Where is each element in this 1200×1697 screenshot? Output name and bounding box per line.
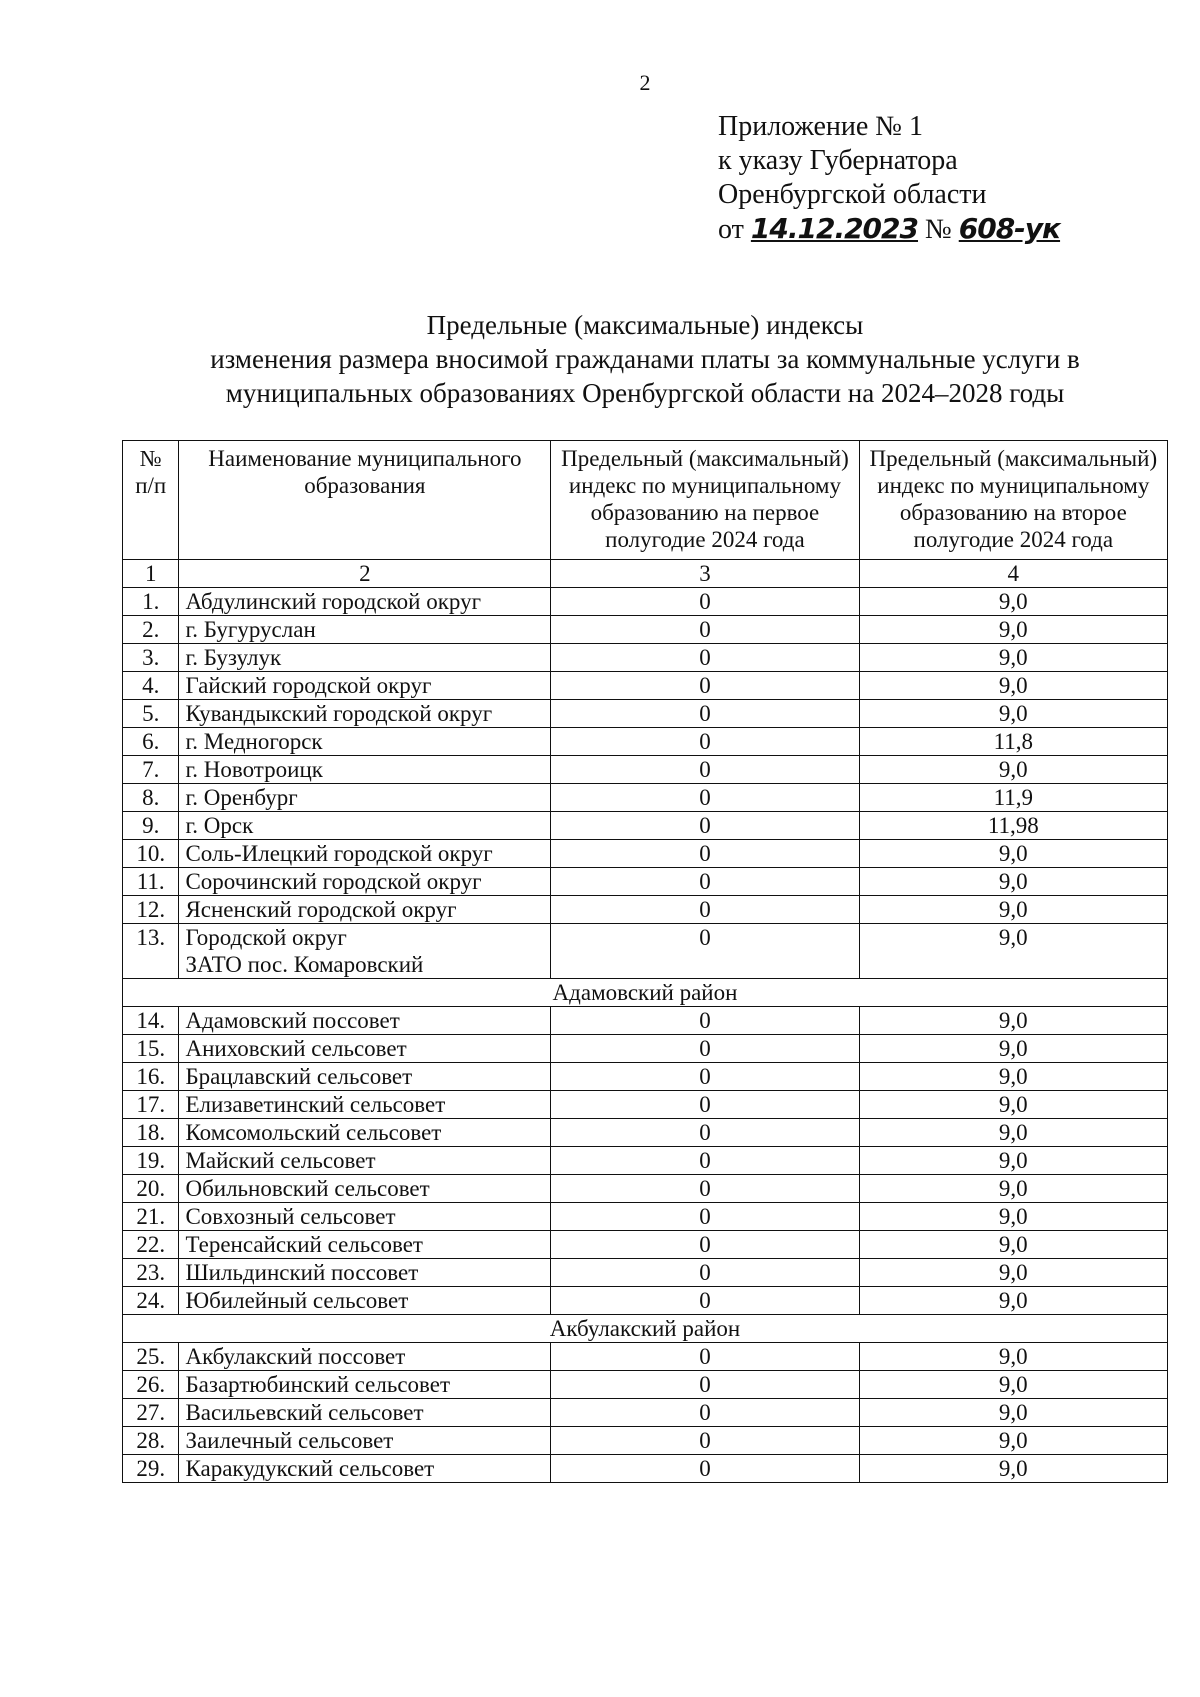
municipality-name: Теренсайский сельсовет	[179, 1231, 551, 1259]
municipality-name: Сорочинский городской округ	[179, 868, 551, 896]
column-number: 1	[123, 560, 179, 588]
row-number: 13.	[123, 924, 179, 979]
index-second-half: 11,8	[859, 728, 1167, 756]
header-index-second-half: Предельный (максимальный) индекс по муниципальному образованию на второе полугодие 2024 года	[859, 441, 1167, 560]
index-first-half: 0	[551, 588, 859, 616]
municipality-name: Гайский городской округ	[179, 672, 551, 700]
index-second-half: 9,0	[859, 756, 1167, 784]
appendix-line-3: Оренбургской области	[718, 179, 987, 210]
page-number: 2	[639, 70, 651, 95]
index-second-half: 11,9	[859, 784, 1167, 812]
index-second-half: 11,98	[859, 812, 1167, 840]
row-number: 9.	[123, 812, 179, 840]
appendix-line-2: к указу Губернатора	[718, 145, 958, 176]
index-first-half: 0	[551, 1147, 859, 1175]
table-row	[123, 728, 1168, 756]
row-number: 16.	[123, 1063, 179, 1091]
municipality-name: Юбилейный сельсовет	[179, 1287, 551, 1315]
row-number: 21.	[123, 1203, 179, 1231]
index-second-half: 9,0	[859, 644, 1167, 672]
row-number: 25.	[123, 1343, 179, 1371]
table-row	[123, 1175, 1168, 1203]
index-second-half: 9,0	[859, 1007, 1167, 1035]
index-second-half: 9,0	[859, 1147, 1167, 1175]
index-first-half: 0	[551, 1287, 859, 1315]
index-second-half: 9,0	[859, 1063, 1167, 1091]
section-title: Акбулакский район	[123, 1315, 1168, 1343]
row-number: 1.	[123, 588, 179, 616]
handwritten-date: 14.12.2023	[750, 212, 919, 245]
row-number: 19.	[123, 1147, 179, 1175]
table-row	[123, 1203, 1168, 1231]
row-number: 4.	[123, 672, 179, 700]
appendix-date-line	[718, 212, 1060, 247]
index-first-half: 0	[551, 1035, 859, 1063]
municipality-name: Соль-Илецкий городской округ	[179, 840, 551, 868]
index-first-half: 0	[551, 1427, 859, 1455]
section-title: Адамовский район	[123, 979, 1168, 1007]
index-first-half: 0	[551, 868, 859, 896]
index-second-half: 9,0	[859, 1455, 1167, 1483]
index-first-half: 0	[551, 616, 859, 644]
table-row	[123, 1259, 1168, 1287]
municipality-name: Адамовский поссовет	[179, 1007, 551, 1035]
municipality-name: Васильевский сельсовет	[179, 1399, 551, 1427]
index-first-half: 0	[551, 700, 859, 728]
number-prefix: №	[925, 214, 952, 245]
table-row	[123, 1343, 1168, 1371]
index-second-half: 9,0	[859, 1035, 1167, 1063]
municipality-name: Шильдинский поссовет	[179, 1259, 551, 1287]
municipality-name: г. Оренбург	[179, 784, 551, 812]
index-second-half: 9,0	[859, 1203, 1167, 1231]
table-row	[123, 1427, 1168, 1455]
municipality-name: Комсомольский сельсовет	[179, 1119, 551, 1147]
table-row	[123, 1063, 1168, 1091]
table-row	[123, 840, 1168, 868]
index-second-half: 9,0	[859, 1371, 1167, 1399]
table-header-row	[123, 441, 1168, 560]
index-first-half: 0	[551, 672, 859, 700]
index-first-half: 0	[551, 1259, 859, 1287]
index-second-half: 9,0	[859, 1427, 1167, 1455]
municipality-name	[179, 924, 551, 979]
row-number: 15.	[123, 1035, 179, 1063]
indices-table	[122, 440, 1168, 1483]
index-second-half: 9,0	[859, 1119, 1167, 1147]
row-number: 3.	[123, 644, 179, 672]
appendix-line-1: Приложение № 1	[718, 111, 923, 142]
municipality-name: Аниховский сельсовет	[179, 1035, 551, 1063]
municipality-name: Совхозный сельсовет	[179, 1203, 551, 1231]
index-second-half: 9,0	[859, 840, 1167, 868]
row-number: 12.	[123, 896, 179, 924]
index-first-half: 0	[551, 784, 859, 812]
column-number: 2	[179, 560, 551, 588]
municipality-name-line: Городской округ	[185, 925, 347, 950]
table-row	[123, 1399, 1168, 1427]
table-row	[123, 588, 1168, 616]
section-row	[123, 979, 1168, 1007]
municipality-name: Майский сельсовет	[179, 1147, 551, 1175]
row-number: 7.	[123, 756, 179, 784]
row-number: 26.	[123, 1371, 179, 1399]
index-first-half: 0	[551, 1175, 859, 1203]
table-row	[123, 868, 1168, 896]
table-row	[123, 700, 1168, 728]
index-second-half: 9,0	[859, 1343, 1167, 1371]
header-name: Наименование муниципального образования	[179, 441, 551, 560]
index-first-half: 0	[551, 1455, 859, 1483]
row-number: 27.	[123, 1399, 179, 1427]
index-second-half: 9,0	[859, 1287, 1167, 1315]
row-number: 6.	[123, 728, 179, 756]
row-number: 17.	[123, 1091, 179, 1119]
municipality-name: Елизаветинский сельсовет	[179, 1091, 551, 1119]
table-row	[123, 616, 1168, 644]
municipality-name: Заилечный сельсовет	[179, 1427, 551, 1455]
row-number: 18.	[123, 1119, 179, 1147]
index-first-half: 0	[551, 840, 859, 868]
index-first-half: 0	[551, 1371, 859, 1399]
table-row	[123, 1231, 1168, 1259]
index-second-half: 9,0	[859, 924, 1167, 979]
row-number: 10.	[123, 840, 179, 868]
header-number: № п/п	[123, 441, 179, 560]
row-number: 11.	[123, 868, 179, 896]
index-second-half: 9,0	[859, 1259, 1167, 1287]
municipality-name: Ясненский городской округ	[179, 896, 551, 924]
header-index-first-half: Предельный (максимальный) индекс по муниципальному образованию на первое полугодие 2024 года	[551, 441, 859, 560]
row-number: 2.	[123, 616, 179, 644]
municipality-name: г. Орск	[179, 812, 551, 840]
municipality-name: Брацлавский сельсовет	[179, 1063, 551, 1091]
municipality-name: Обильновский сельсовет	[179, 1175, 551, 1203]
municipality-name: г. Медногорск	[179, 728, 551, 756]
municipality-name: г. Новотроицк	[179, 756, 551, 784]
table-row	[123, 784, 1168, 812]
index-first-half: 0	[551, 924, 859, 979]
index-first-half: 0	[551, 1091, 859, 1119]
index-second-half: 9,0	[859, 868, 1167, 896]
municipality-name: Каракудукский сельсовет	[179, 1455, 551, 1483]
index-first-half: 0	[551, 1399, 859, 1427]
title-line-1: Предельные (максимальные) индексы	[426, 310, 864, 340]
index-first-half: 0	[551, 1231, 859, 1259]
table-row	[123, 1147, 1168, 1175]
index-second-half: 9,0	[859, 1231, 1167, 1259]
municipality-name: Абдулинский городской округ	[179, 588, 551, 616]
table-row	[123, 672, 1168, 700]
row-number: 8.	[123, 784, 179, 812]
municipality-name: Акбулакский поссовет	[179, 1343, 551, 1371]
row-number: 23.	[123, 1259, 179, 1287]
row-number: 20.	[123, 1175, 179, 1203]
table-row	[123, 1119, 1168, 1147]
table-row	[123, 1007, 1168, 1035]
municipality-name-line: ЗАТО пос. Комаровский	[185, 952, 424, 977]
table-row	[123, 1091, 1168, 1119]
index-first-half: 0	[551, 728, 859, 756]
column-numbers-row	[123, 560, 1168, 588]
index-second-half: 9,0	[859, 616, 1167, 644]
index-first-half: 0	[551, 644, 859, 672]
municipality-name: Базартюбинский сельсовет	[179, 1371, 551, 1399]
index-first-half: 0	[551, 1203, 859, 1231]
table-row	[123, 1455, 1168, 1483]
index-first-half: 0	[551, 1063, 859, 1091]
date-prefix: от	[718, 214, 744, 245]
index-first-half: 0	[551, 1007, 859, 1035]
table-row	[123, 896, 1168, 924]
row-number: 14.	[123, 1007, 179, 1035]
index-first-half: 0	[551, 896, 859, 924]
index-second-half: 9,0	[859, 1175, 1167, 1203]
index-second-half: 9,0	[859, 896, 1167, 924]
index-first-half: 0	[551, 1119, 859, 1147]
table-row	[123, 644, 1168, 672]
table-row	[123, 1035, 1168, 1063]
row-number: 5.	[123, 700, 179, 728]
table-row	[123, 924, 1168, 979]
title-line-3: муниципальных образованиях Оренбургской области на 2024–2028 годы	[225, 378, 1065, 408]
index-first-half: 0	[551, 756, 859, 784]
index-second-half: 9,0	[859, 588, 1167, 616]
column-number: 4	[859, 560, 1167, 588]
index-first-half: 0	[551, 812, 859, 840]
index-first-half: 0	[551, 1343, 859, 1371]
table-row	[123, 812, 1168, 840]
row-number: 22.	[123, 1231, 179, 1259]
handwritten-number: 608-ук	[958, 212, 1061, 245]
title-line-2: изменения размера вносимой гражданами платы за коммунальные услуги в	[210, 344, 1080, 374]
index-second-half: 9,0	[859, 1091, 1167, 1119]
section-row	[123, 1315, 1168, 1343]
index-second-half: 9,0	[859, 700, 1167, 728]
column-number: 3	[551, 560, 859, 588]
municipality-name: Кувандыкский городской округ	[179, 700, 551, 728]
row-number: 29.	[123, 1455, 179, 1483]
index-second-half: 9,0	[859, 672, 1167, 700]
table-row	[123, 756, 1168, 784]
index-second-half: 9,0	[859, 1399, 1167, 1427]
table-row	[123, 1371, 1168, 1399]
municipality-name: г. Бузулук	[179, 644, 551, 672]
document-title	[120, 308, 1170, 410]
table-row	[123, 1287, 1168, 1315]
row-number: 28.	[123, 1427, 179, 1455]
municipality-name: г. Бугуруслан	[179, 616, 551, 644]
row-number: 24.	[123, 1287, 179, 1315]
appendix-block	[718, 110, 1060, 247]
